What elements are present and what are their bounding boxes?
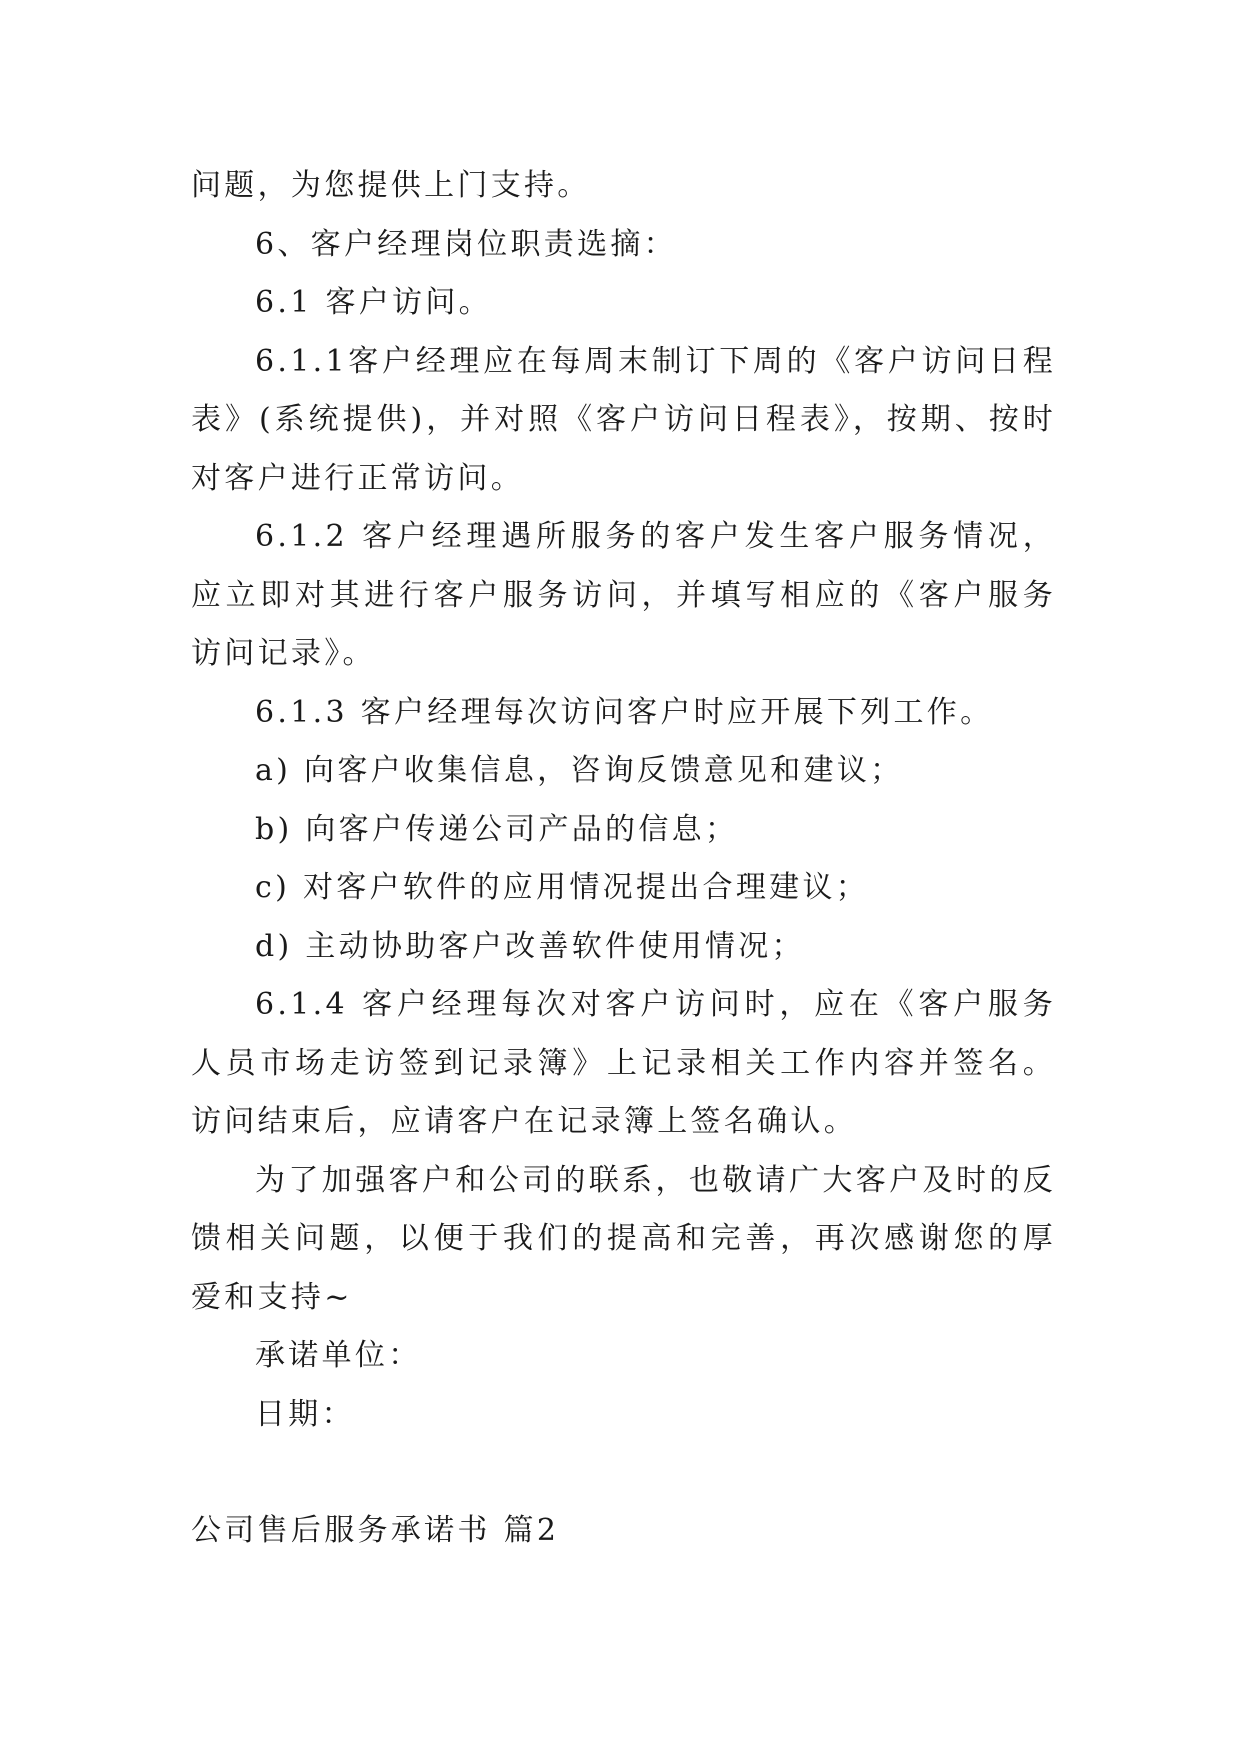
paragraph: 6.1.3 客户经理每次访问客户时应开展下列工作。 xyxy=(255,694,994,730)
date-line: 日期： xyxy=(255,1396,355,1432)
next-section-title: 公司售后服务承诺书 篇2 xyxy=(191,1513,560,1548)
paragraph: 6.1.1客户经理应在每周末制订下周的《客户访问日程表》(系统提供)，并对照《客户访问日程表》，按期、按时对客户进行正常访问。 xyxy=(191,343,1056,496)
signing-unit-line: 承诺单位： xyxy=(255,1338,422,1373)
paragraph: 问题，为您提供上门支持。 xyxy=(191,168,591,203)
paragraph: 6、客户经理岗位职责选摘： xyxy=(255,226,677,262)
list-item-c: c) 对客户软件的应用情况提出合理建议； xyxy=(255,870,870,905)
paragraph: 6.1.2 客户经理遇所服务的客户发生客户服务情况，应立即对其进行客户服务访问，并填写相应的《客户服务访问记录》。 xyxy=(191,519,1056,671)
document-body xyxy=(191,157,1056,1444)
list-item-b: b) 向客户传递公司产品的信息； xyxy=(255,811,739,847)
list-item-d: d) 主动协助客户改善软件使用情况； xyxy=(255,928,805,964)
list-item-a: a) 向客户收集信息，咨询反馈意见和建议； xyxy=(255,753,904,788)
paragraph: 6.1 客户访问。 xyxy=(255,285,492,320)
closing-paragraph: 为了加强客户和公司的联系，也敬请广大客户及时的反馈相关问题，以便于我们的提高和完善，再次感谢您的厚爱和支持~ xyxy=(191,1162,1056,1315)
paragraph: 6.1.4 客户经理每次对客户访问时，应在《客户服务人员市场走访签到记录簿》上记录相关工作内容并签名。访问结束后，应请客户在记录簿上签名确认。 xyxy=(191,987,1056,1139)
